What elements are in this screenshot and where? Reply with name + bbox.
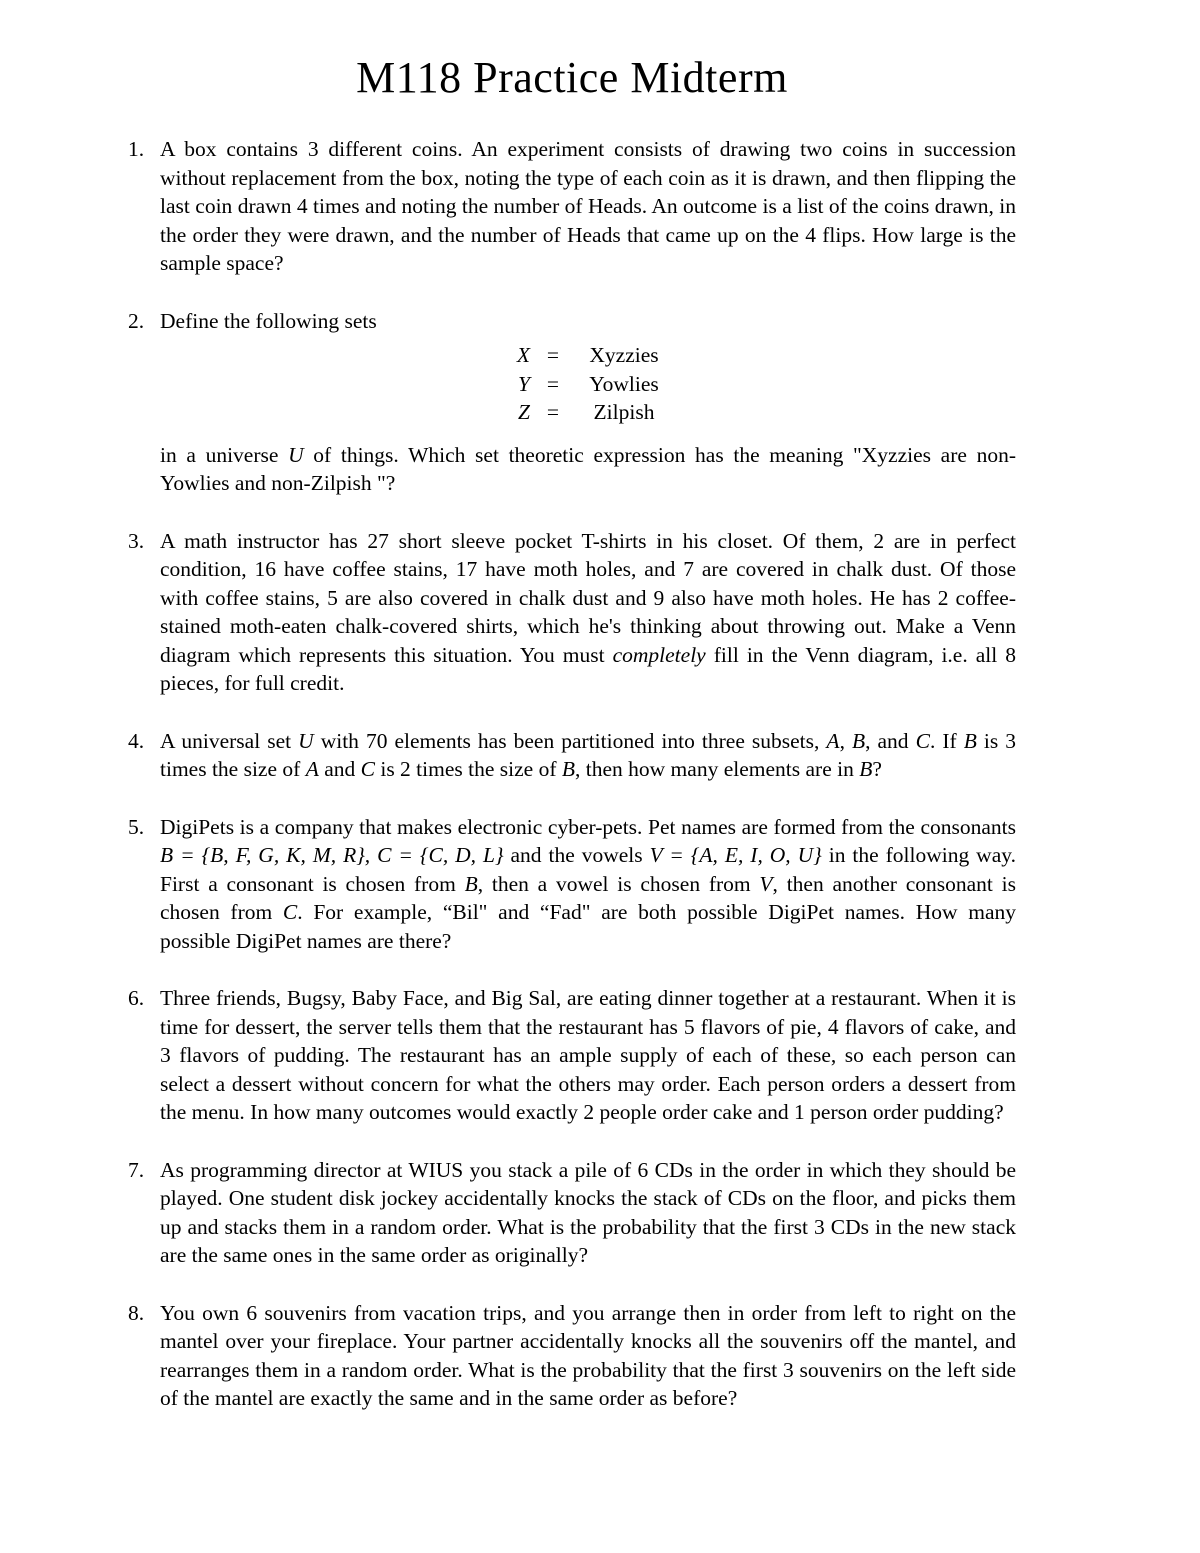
text-run: , then a vowel is chosen from <box>477 871 760 896</box>
problem-item <box>128 813 1016 956</box>
equation-lhs: Z <box>518 400 530 424</box>
problem-body <box>160 1299 1016 1413</box>
page-title: M118 Practice Midterm <box>356 53 788 102</box>
math-symbol: A <box>826 728 840 753</box>
problem-paragraph <box>160 527 1016 698</box>
text-run: ? <box>872 757 882 781</box>
text-run: fill in the Venn diagram, i.e. all 8 pieces, for full credit. <box>160 642 1016 695</box>
text-run: . For example, “Bil" and “Fad" are both possible DigiPet names. How many possible DigiPet names are there? <box>160 900 1016 953</box>
math-symbol: U <box>288 442 304 467</box>
problem-item <box>128 527 1016 698</box>
equation-lhs: Y <box>518 371 530 396</box>
text-run: is 3 times the size of <box>160 728 1016 781</box>
emphasized-text: completely <box>612 642 706 667</box>
problem-body <box>160 984 1016 1127</box>
text-run: A universal set <box>160 728 299 753</box>
problem-body <box>160 813 1016 956</box>
text-run: of things. Which set theoretic expression has the meaning "Xyzzies are non-Yowlies and non-Zilpish "? <box>160 442 1016 495</box>
text-run: DigiPets is a company that makes electronic cyber-pets. Pet names are formed from the consonants <box>160 814 1016 839</box>
problem-number: 5. <box>128 814 145 839</box>
equation-relation: = <box>546 400 560 424</box>
problem-number: 7. <box>128 1157 145 1182</box>
equation-row <box>504 341 672 370</box>
problem-body <box>160 307 1016 498</box>
text-run: Three friends, Bugsy, Baby Face, and Big Sal, are eating dinner together at a restaurant. When it is time for dessert, the server tells them that the restaurant has 5 flavors of pie, 4 flavors of cake, and 3 flavors of pudding. The restaurant has an ample supply of each of these, so each person can select a dessert without concern for what the others may order. Each person orders a dessert from the menu. In how many outcomes would exactly 2 people order cake and 1 person order pudding? <box>160 986 1016 1124</box>
text-run: in a universe <box>160 442 289 467</box>
math-symbol: B <box>464 871 478 896</box>
problem-item <box>128 727 1016 784</box>
equation-rhs: Xyzzies <box>589 343 659 367</box>
problem-list <box>128 135 1016 1413</box>
problem-number: 8. <box>128 1300 145 1325</box>
problem-body <box>160 527 1016 698</box>
text-run: . If <box>929 728 964 753</box>
text-run: and <box>318 757 361 781</box>
equation-relation: = <box>546 371 560 396</box>
math-symbol: B <box>561 757 576 781</box>
math-symbol: V <box>759 871 773 896</box>
problem-item <box>128 1299 1016 1413</box>
equation-row <box>504 370 672 399</box>
text-run: with 70 elements has been partitioned into three subsets, <box>313 728 827 753</box>
text-run: , <box>839 728 852 753</box>
problem-paragraph <box>160 984 1016 1127</box>
problem-item <box>128 1156 1016 1270</box>
problem-paragraph <box>160 813 1016 956</box>
problem-paragraph <box>160 1299 1016 1413</box>
problem-number: 3. <box>128 528 145 553</box>
problem-body <box>160 135 1016 278</box>
problem-paragraph <box>160 307 1016 336</box>
equation-row <box>504 398 672 427</box>
equation-lhs: X <box>516 343 530 367</box>
math-symbol: B <box>851 728 866 753</box>
equation-relation: = <box>546 343 560 367</box>
problem-item <box>128 135 1016 278</box>
math-symbol: B <box>963 728 977 753</box>
math-symbol: C <box>915 728 930 753</box>
problem-number: 6. <box>128 986 145 1010</box>
problem-paragraph <box>160 441 1016 498</box>
text-run: , then another consonant is chosen from <box>160 871 1016 924</box>
text-run: , then how many elements are in <box>575 757 860 781</box>
problem-body <box>160 727 1016 784</box>
problem-paragraph <box>160 727 1016 784</box>
text-run: is 2 times the size of <box>374 757 562 781</box>
problem-number: 2. <box>128 308 145 333</box>
problem-item <box>128 984 1016 1127</box>
text-run: As programming director at WIUS you stack a pile of 6 CDs in the order in which they should be played. One student disk jockey accidentally knocks the stack of CDs on the floor, and picks them up and stacks them in a random order. What is the probability that the first 3 CDs in the new stack are the same ones in the same order as originally? <box>160 1157 1016 1267</box>
equation-rhs: Zilpish <box>593 400 655 424</box>
text-run: A box contains 3 different coins. An experiment consists of drawing two coins in succession without replacement from the box, noting the type of each coin as it is drawn, and then flipping the last coin drawn 4 times and noting the number of Heads. An outcome is a list of the coins drawn, in the order they were drawn, and the number of Heads that came up on the 4 flips. How large is the sample space? <box>160 137 1016 275</box>
text-run: , and <box>865 728 916 753</box>
problem-item <box>128 307 1016 498</box>
text-run: in the following way. First a consonant is chosen from <box>160 843 1016 896</box>
problem-number: 1. <box>128 137 145 161</box>
text-run: A math instructor has 27 short sleeve pocket T-shirts in his closet. Of them, 2 are in perfect condition, 16 have coffee stains, 17 have moth holes, and 7 are covered in chalk dust. Of those with coffee stains, 5 are also covered in chalk dust and 9 also have moth holes. He has 2 coffee-stained moth-eaten chalk-covered shirts, which he's thinking about throwing out. Make a Venn diagram which represents this situation. You must <box>160 528 1016 667</box>
problem-body <box>160 1156 1016 1270</box>
math-symbol: C <box>360 757 375 781</box>
equation-rhs: Yowlies <box>589 371 659 396</box>
text-run: Define the following sets <box>160 308 377 333</box>
math-symbol: B <box>859 757 873 781</box>
math-symbol: C <box>282 900 298 924</box>
text-run: You own 6 souvenirs from vacation trips, and you arrange then in order from left to right on the mantel over your fireplace. Your partner accidentally knocks all the souvenirs off the mantel, and rearranges them in a random order. What is the probability that the first 3 souvenirs on the left side of the mantel are exactly the same and in the same order as before? <box>160 1300 1016 1410</box>
math-symbol: V = {A, E, I, O, U} <box>649 843 822 867</box>
equation-block <box>160 341 1016 427</box>
problem-paragraph <box>160 135 1016 278</box>
problem-number: 4. <box>128 728 145 753</box>
problem-paragraph <box>160 1156 1016 1270</box>
math-symbol: U <box>298 728 314 753</box>
math-symbol: B = {B, F, G, K, M, R}, C = {C, D, L} <box>160 843 504 867</box>
math-symbol: A <box>305 757 319 781</box>
text-run: and the vowels <box>503 843 650 867</box>
